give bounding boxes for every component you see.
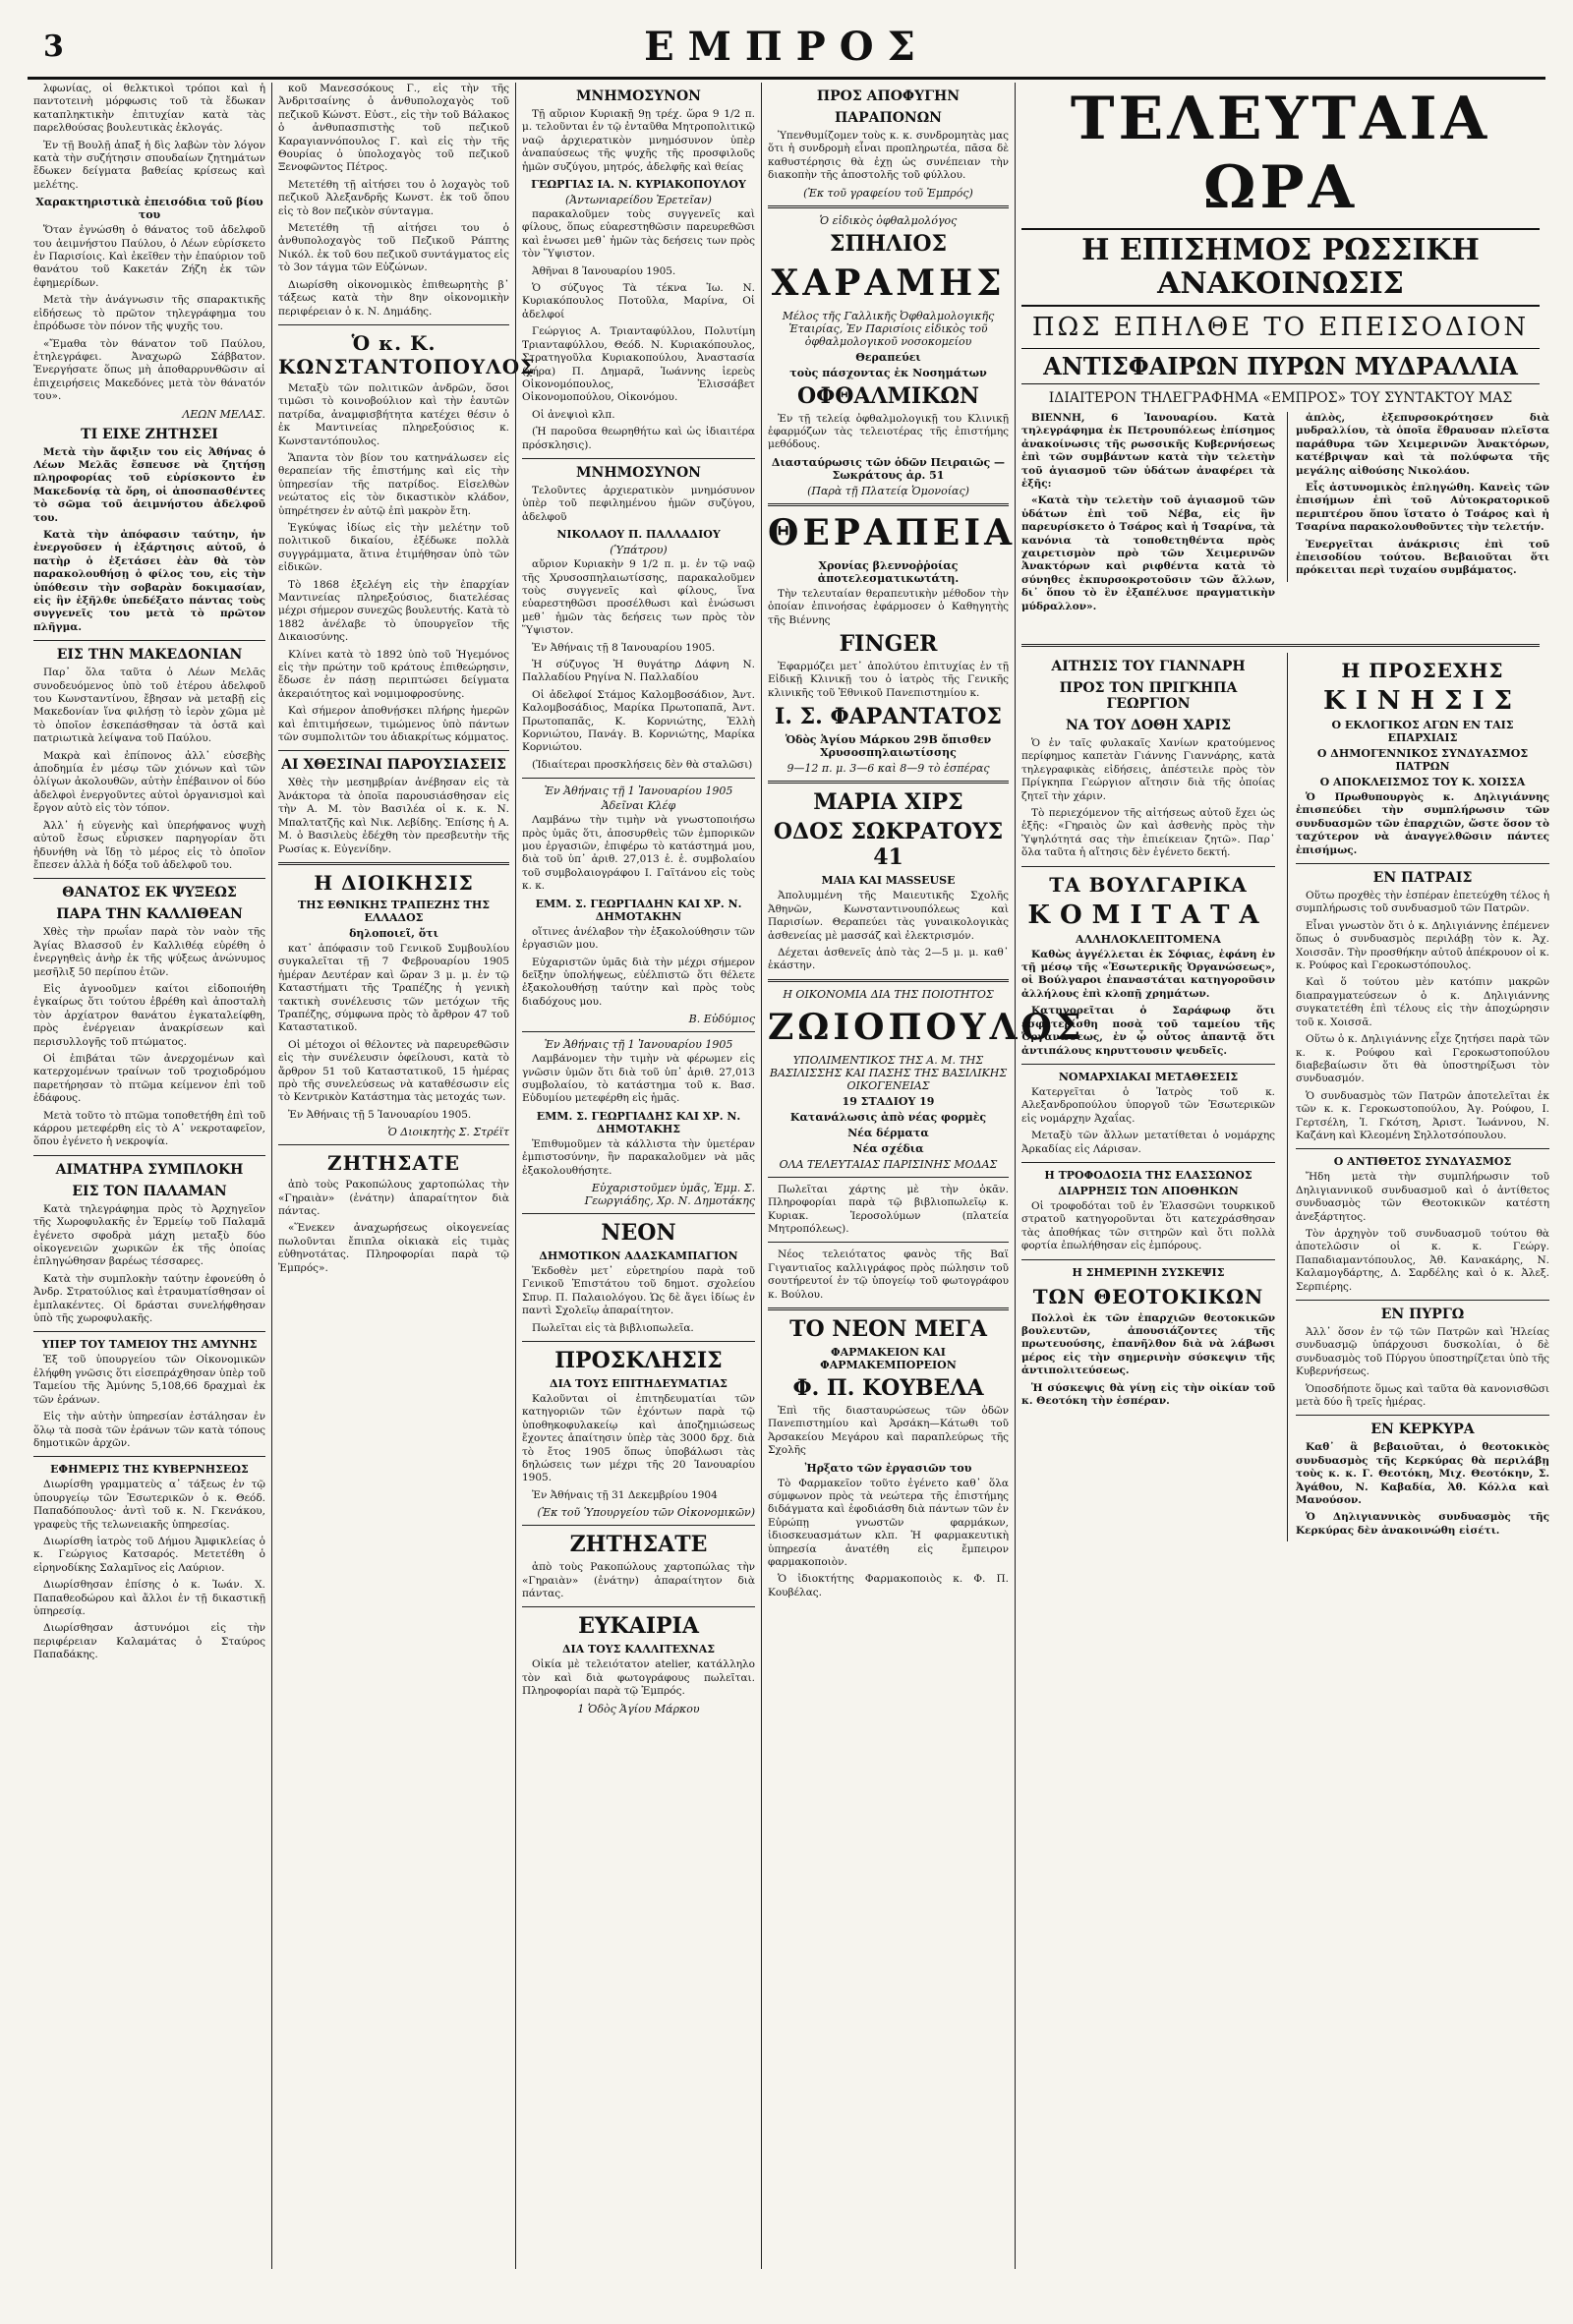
paragraph: Εἶναι γνωστὸν ὅτι ὁ κ. Δηλιγιάννης ἐπέμενεν ὅπως ὁ συνδυασμὸς περιλάβῃ τὸν κ. Ἀχ. Χοισσᾶν. Τὴν προσθήκην αὐτοῦ ἀπέκρουον οἱ κ. κ. Ρούφος καὶ Γεροκωστόπουλος. (1296, 919, 1549, 972)
section-title: ΑΙΤΗΣΙΣ ΤΟΥ ΓΙΑΝΝΑΡΗ (1051, 659, 1246, 674)
paragraph: κατ᾽ ἀπόφασιν τοῦ Γενικοῦ Συμβουλίου συγκαλεῖται τῇ 7 Φεβρουαρίου 1905 ἡμέραν Δευτέραν καὶ ὥραν 3 μ. μ. ἐν τῷ Καταστήματι τῆς Τραπέζης ἡ γενικὴ τακτικὴ συνέλευσις τῶν μετόχων τῆς Τραπέζης, σύμφωνα πρὸς τὸ ἄρθρον 47 τοῦ Καταστατικοῦ. (278, 942, 509, 1034)
columns (28, 83, 1549, 2269)
paragraph: Τὸ 1868 ἐξελέγη εἰς τὴν ἐπαρχίαν Μαντινείας πληρεξούσιος, διατελέσας μέχρι σήμερον συνεχῶς βουλευτής. Κατὰ τὸ 1882 ἀνέλαβε τὸ ὑπουργεῖον τῆς Δικαιοσύνης. (278, 578, 509, 644)
section-title: ΤΑ ΒΟΥΛΓΑΡΙΚΑ (1049, 872, 1248, 897)
paragraph: Οἱ ἀνεψιοὶ κλπ. (532, 408, 615, 421)
divider (522, 1606, 755, 1607)
signature: Β. Εὐδύμιος (688, 1013, 755, 1026)
section-title: ΑΙ ΧΘΕΣΙΝΑΙ ΠΑΡΟΥΣΙΑΣΕΙΣ (281, 757, 506, 774)
paragraph: Εἰς ἀγνοοῦμεν καίτοι εἰδοποιήθη ἐγκαίρως ὅτι τούτου ἐβρέθη καὶ ἀποσταλὴ τὸν ἀρχίατρον θανάτου ἐγκαταλείφθη, πρὸς ἐνέργειαν ἀνακρίσεων καὶ περισυλλογῆς τοῦ πτώματος. (33, 982, 265, 1048)
paragraph: Οἱ μέτοχοι οἱ θέλοντες νὰ παρευρεθῶσιν εἰς τὴν συνέλευσιν ὀφείλουσι, κατὰ τὸ ἄρθρον 51 τοῦ Καταστατικοῦ, 15 ἡμέρας πρὸ τῆς συνελεύσεως νὰ καταθέσωσιν εἰς τὸ Κεντρικὸν Κατάστημα τὰς μετοχάς των. (278, 1038, 509, 1104)
divider (768, 1177, 1009, 1178)
divider (33, 1155, 265, 1156)
paragraph: Τὸν ἀρχηγὸν τοῦ συνδυασμοῦ τούτου θὰ ἀποτελῶσιν οἱ κ. κ. Γεώργ. Παπαδιαμαντόπουλος, Ἀθ. Κανακάρης, Ν. Καλαμογδάρτης, Δ. Σαρδέλης καὶ ὁ κ. Ἀλεξ. Σερπιέρης. (1296, 1227, 1549, 1293)
paragraph: Ἀθῆναι 8 Ἰανουαρίου 1905. (532, 264, 676, 277)
paragraph: Ὁ ἰδιοκτήτης Φαρμακοποιὸς κ. Φ. Π. Κουβέλας. (768, 1573, 1009, 1598)
paragraph: Γεώργιος Α. Τριανταφύλλου, Πολυτίμη Τριανταφύλλου, Θεόδ. Ν. Κυριακόπουλος, Στρατηγοῦλα Κυριακοπούλου, Ἀναστασία (χήρα) Π. Δημαρᾶ, Ἰωάννης ἱερεὺς Οἰκονομόπουλος, Ἐλισσάβετ Οἰκονομοπούλου, Οἰκονόμου. (522, 325, 755, 404)
section-subtitle: ΔΙΑΡΡΗΞΙΣ ΤΩΝ ΑΠΟΘΗΚΩΝ (1058, 1184, 1239, 1197)
paragraph: Διωρίσθη οἰκονομικὸς ἐπιθεωρητὴς β᾽ τάξεως κατὰ τὴν 8ην οἰκονομικὴν περιφέρειαν ὁ κ. Ν. Δημάδης. (278, 278, 509, 318)
paragraph: Ἐν Ἀθήναις τῇ 5 Ἰανουαρίου 1905. (288, 1108, 472, 1121)
paragraph: Οἰκία μὲ τελειότατον atelier, κατάλληλο τὸν καὶ διὰ φωτογράφους πωλεῖται. Πληροφορίαι παρὰ τῷ Ἐμπρός. (522, 1658, 755, 1698)
paragraph: Ἀλλ᾽ ὅσον ἐν τῷ τῶν Πατρῶν καὶ Ἠλείας συνδυασμῷ ὑπάρχουσι δυσκολίαι, ὁ δὲ συνδυασμὸς τοῦ Πύργου ὑποστηρίζεται ὑπὸ τῆς Κυβερνήσεως. (1296, 1326, 1549, 1378)
ad-title: ΘΕΡΑΠΕΙΑ (768, 511, 1017, 553)
ad-title: ΖΗΤΗΣΑΤΕ (569, 1532, 708, 1558)
paragraph: Ὁ Δηλιγιαννικὸς συνδυασμὸς τῆς Κερκύρας δὲν ἀνακοινώθη εἰσέτι. (1296, 1511, 1549, 1537)
column-1 (28, 83, 271, 2269)
section-subtitle: ΤΩΝ ΘΕΟΤΟΚΙΚΩΝ (1032, 1284, 1264, 1308)
ad-line: τοὺς πάσχοντας ἐκ Νοσημάτων (789, 366, 987, 379)
firm-name: ΕΜΜ. Σ. ΓΕΩΡΓΙΑΔΗΣ ΚΑΙ ΧΡ. Ν. ΔΗΜΟΤΑΚΗΣ (536, 1109, 741, 1135)
section-title: ΚΙΝΗΣΙΣ (1322, 686, 1523, 716)
divider (522, 778, 755, 779)
paragraph: Μετὰ τὴν ἄφιξιν του εἰς Ἀθήνας ὁ Λέων Μελᾶς ἔσπευσε νὰ ζητήσῃ πληροφορίας τοῦ εὑρίσκοντο ἐν Μακεδονίᾳ τὰ ὄρη, οἱ ἀποσπασθέντες τὸ σῶμα τοῦ ἀειμνήστου ἀδελφοῦ του. (33, 445, 265, 524)
section-title: Η ΣΗΜΕΡΙΝΗ ΣΥΣΚΕΨΙΣ (1072, 1265, 1225, 1279)
divider (1296, 1300, 1549, 1301)
paragraph: Κατεργεῖται ὁ Ἰατρὸς τοῦ κ. Αλεξανδροπούλου ὑποργοῦ τῶν Ἐσωτερικῶν εἰς νομάρχην Ἀχαΐας. (1021, 1085, 1275, 1125)
ad-source: (Ἐκ τοῦ γραφείου τοῦ Ἐμπρός) (803, 186, 973, 200)
section-title: ΖΗΤΗΣΑΤΕ (326, 1151, 461, 1176)
paragraph: κοῦ Μανεσσόκους Γ., εἰς τὴν τῆς Ἀνδριτσαίνης ὁ ἀνθυπολοχαγὸς τοῦ πεζικοῦ Κώνστ. Εὐστ., εἰς τὴν τοῦ Βάλακος ὁ ἀνθυπασπιστὴς τοῦ πεζικοῦ Καραγιαννόπουλος Γ. καὶ εἰς τὴν τῆς Θουρίας ὁ ὑπολοχαγὸς τοῦ πεζικοῦ Ξενοφῶντος Πέτρος. (278, 83, 509, 174)
paragraph: Μεταξὺ τῶν πολιτικῶν ἀνδρῶν, ὅσοι τιμῶσι τὸ κοινοβούλιον καὶ τὴν ἑαυτῶν πατρίδα, ἀναμφισβήτητα κατέχει θέσιν ὁ ἐκ Μαντινείας πληρεξούσιος κ. Κωνσταντόπουλος. (278, 381, 509, 447)
section-title: ΥΠΕΡ ΤΟΥ ΤΑΜΕΙΟΥ ΤΗΣ ΑΜΥΝΗΣ (41, 1338, 258, 1352)
paragraph: Ἐφαρμόζει μετ᾽ ἀπολύτου ἐπιτυχίας ἐν τῇ Εἰδικῇ Κλινικῇ του ὁ ἰατρὸς τῆς Γενικῆς κλινικῆς τοῦ Ἐθνικοῦ Πανεπιστημίου κ. (768, 661, 1009, 699)
ad-specialty: ΟΦΘΑΛΜΙΚΩΝ (796, 382, 980, 409)
doctor-first-name: ΣΠΗΛΙΟΣ (829, 230, 948, 257)
divider (768, 1242, 1009, 1243)
paragraph: Παρ᾽ ὅλα ταῦτα ὁ Λέων Μελᾶς συνοδευόμενος ὑπὸ τοῦ ἑτέρου ἀδελφοῦ του Κωνσταντίνου, ἔβησαν νὰ μεταβῇ εἰς Μακεδονίαν ἵνα φιλήσῃ τὸ ἱερὸν χῶμα μὲ τὸ ὁποῖον ἐσκεπάσθησαν τὰ ὀστᾶ καὶ πατριωτικὰ λείψανα τοῦ Παύλου. (33, 667, 265, 745)
section-title: ΜΝΗΜΟΣΥΝΟΝ (576, 88, 701, 104)
paragraph: Ἡ σύζυγος Ἡ θυγάτηρ Δάφνη Ν. Παλλαδίου Ρηγίνα Ν. Παλλαδίου (522, 659, 755, 684)
paragraph: Καλοῦνται οἱ ἐπιτηδευματίαι τῶν κατηγοριῶν τῶν ἐχόντων παρὰ τῷ ὑποθηκοφυλακείῳ καὶ ἀποζημιώσεως ἔχοντες ἀπαίτησιν ὑπὲρ τὰς 3000 δρχ. διὰ τὸ ἔτος 1905 ὅπως ὑποβάλωσι τὰς δηλώσεις των μέχρι τῆς 20 Ἰανουαρίου 1905. (522, 1393, 755, 1484)
paragraph: «Ἔμαθα τὸν θάνατον τοῦ Παύλου, ἐτηλεγράφει. Ἀναχωρῶ Σάββατον. Ἐνεργήσατε ὅπως μὴ ἀποθαρρυνθῶσιν αἱ ἐπιχειρήσεις Μακεδόνες μετὰ τὸν θάνατόν του». (33, 337, 265, 403)
paragraph: «Ἕνεκεν ἀναχωρήσεως οἰκογενείας πωλοῦνται ἔπιπλα οἰκιακὰ εἰς τιμὰς εὐθηνοτάτας. Πληροφορίαι παρὰ τῷ Ἐμπρός». (278, 1222, 509, 1274)
notice-note: Ἀδεῖναι Κλέφ (601, 799, 676, 813)
paragraph: Διωρίσθη γραμματεὺς α᾽ τάξεως ἐν τῷ ὑπουργείῳ τῶν Ἐσωτερικῶν ὁ κ. Θεόδ. Παπαδόπουλος· ἀντὶ τοῦ κ. Ν. Γκενάκου, γραφεὺς τῆς τελωνειακῆς ὑπηρεσίας. (33, 1479, 265, 1531)
paragraph: Κατὰ τὴν συμπλοκὴν ταύτην ἐφονεύθη ὁ Ἀνδρ. Στρατούλιος καὶ ἐτραυματίσθησαν οἱ ἐμπλακέντες. Οἱ δράσται συνελήφθησαν ὑπὸ τῆς χωροφυλακῆς. (33, 1272, 265, 1325)
section-subtitle: ΤΗΣ ΕΘΝΙΚΗΣ ΤΡΑΠΕΖΗΣ ΤΗΣ ΕΛΛΑΔΟΣ (297, 898, 491, 924)
paragraph: Ὁ ἐν ταῖς φυλακαῖς Χανίων κρατούμενος περίφημος καπετὰν Γιάννης Γιαννάρης, κατὰ τηλεγραφικὰς εἰδήσεις, ἀπέστειλε πρὸς τὸν Πρίγκηπα Γεώργιον αἴτησιν διὰ τῆς ὁποίας ζητεῖ τὴν χάριν. (1021, 737, 1275, 802)
section-title: ΕΝ ΚΕΡΚΥΡΑ (1370, 1422, 1475, 1438)
section-subtitle: ΠΑΡΑ ΤΗΝ ΚΑΛΛΙΘΕΑΝ (56, 906, 243, 923)
divider (1021, 866, 1275, 867)
paragraph: Ἐγκύψας ἰδίως εἰς τὴν μελέτην τοῦ πολιτικοῦ δικαίου, ἐξέδωκε πολλὰ συγγράμματα, ἅτινα ἐτιμήθησαν ὑπὸ τῶν εἰδικῶν. (278, 521, 509, 574)
section-title: ΜΝΗΜΟΣΥΝΟΝ (576, 464, 701, 481)
paragraph: Οἱ τροφοδόται τοῦ ἐν Ἐλασσῶνι τουρκικοῦ στρατοῦ κατηγοροῦνται ὅτι κατεχράσθησαν τὰς ἀποθήκας τῶν σιτηρῶν καὶ ὅτι πολλὰ φορτία ἐπωλήθησαν εἰς ἐμπόρους. (1021, 1199, 1275, 1252)
paragraph: Ἡ σύσκεψις θὰ γίνῃ εἰς τὴν οἰκίαν τοῦ κ. Θεοτόκη τὴν ἑσπέραν. (1021, 1381, 1275, 1407)
divider (33, 1331, 265, 1332)
paragraph: Ἐκδοθὲν μετ᾽ εὐρετηρίου παρὰ τοῦ Γενικοῦ Ἐπιστάτου τοῦ δημοτ. σχολείου Σπυρ. Π. Παλαιολόγου. Ὡς δὲ ἄγει ἰδίως ἐν παντὶ Σχολεῖῳ ἀπαραίτητον. (522, 1264, 755, 1317)
ad-lead: Ὁ εἰδικὸς ὀφθαλμολόγος (819, 213, 958, 227)
column-4 (761, 83, 1085, 2269)
paragraph: Ἐπιθυμοῦμεν τὰ κάλλιστα τὴν ὑμετέραν ἐμπιστοσύνην, ἣν παρακαλοῦμεν νὰ μᾶς ἐξακολουθήσητε. (522, 1137, 755, 1177)
paragraph: Λαμβάνω τὴν τιμὴν νὰ γνωστοποιήσω πρὸς ὑμᾶς ὅτι, ἀποσυρθεὶς τῶν ἐμπορικῶν μου ἐργασιῶν, ἐπιφέρω τὸ κατάστημά μου, διὰ τοῦ ὑπ᾽ ἀριθ. 27,013 ἐ. ἐ. συμβολαίου τοῦ συμβολαιογράφου Ι. Γαϊτάνου εἰς τοὺς κ. κ. (522, 814, 755, 893)
section-title: ΚΟΜΙΤΑΤΑ (1027, 900, 1269, 930)
paragraph: Δέχεται ἀσθενεῖς ἀπὸ τὰς 2—5 μ. μ. καθ᾽ ἑκάστην. (768, 946, 1009, 972)
column-2 (271, 83, 536, 2269)
ad-title: ΜΑΡΙΑ ΧΙΡΣ (813, 789, 963, 816)
telegram-body (1021, 412, 1549, 638)
paragraph: Κατὰ τὴν ἀπόφασιν ταύτην, ἡν ἐνεργοῦσεν ἡ ἐξάρτησις αὐτοῦ, ὁ πατὴρ ὁ ἐξετάσει ἐὰν θὰ τὸν παρακολουθήσῃ ὁ φίλος του, εἰς τὴν ὑπόθεσιν τὴν σοβαρὰν δοκιμασίαν, εἰς ἣν ἐξῆλθε ὑπεδέξατο πάντας τοὺς συγγενεῖς του μετὰ τὸ πρῶτον πλῆγμα. (33, 528, 265, 633)
ad-address: Ὁδὸς Ἁγίου Μάρκου 29Β ὄπισθεν Χρυσοσπηλαιωτίσσης (785, 733, 992, 760)
divider (522, 1525, 755, 1526)
ad-hours: 9—12 π. μ. 3—6 καὶ 8—9 τὸ ἑσπέρας (786, 762, 990, 776)
paragraph: Χθὲς τὴν πρωΐαν παρὰ τὸν ναὸν τῆς Ἁγίας Βλασσοῦ ἐν Καλλιθέᾳ εὑρέθη ὁ ἐνεργηθεὶς ἀνὴρ ἐκ τῆς ψύξεως ἀνώνυμος μεσῆλιξ 50 περίπου ἐτῶν. (33, 926, 265, 978)
ad-title: ΖΩΙΟΠΟΥΛΟΣ (768, 1006, 1085, 1048)
divider (768, 1307, 1009, 1310)
paragraph: Πολλοὶ ἐκ τῶν ἐπαρχιῶν θεοτοκικῶν βουλευτῶν, ἀπουσιάζοντες τῆς πρωτευούσης, ἐπανῆλθον διὰ νὰ λάβωσι μέρος εἰς τὴν σημερινὴν σύσκεψιν τῆς ἀντιπολιτεύσεως. (1021, 1311, 1275, 1377)
divider (1021, 1162, 1275, 1163)
telegram-right (1287, 412, 1549, 582)
lower-left (1021, 653, 1275, 1412)
section-title: ΑΙΜΑΤΗΡΑ ΣΥΜΠΛΟΚΗ (55, 1161, 244, 1178)
section-title: ΕΝ ΠΥΡΓΩ (1380, 1307, 1465, 1322)
divider (278, 1144, 509, 1145)
ad-subtitle: ΔΗΜΟΤΙΚΟΝ ΑΔΑΣΚΑΜΠΑΓΙΟΝ (539, 1249, 738, 1262)
headline: ΤΕΛΕΥΤΑΙΑ ΩΡΑ (1070, 85, 1491, 222)
divider (522, 458, 755, 459)
divider (278, 750, 509, 751)
section-subtitle: ΑΛΛΗΛΟΚΛΕΠΤΟΜΕΝΑ (1076, 932, 1221, 946)
paragraph: Ὑπενθυμίζομεν τοὺς κ. κ. συνδρομητὰς μας ὅτι ἡ συνδρομὴ εἶναι προπληρωτέα, πᾶσα δὲ καθυστέρησις θὰ ἐχῃ ὡς συνέπειαν τὴν διακοπὴν τῆς ἀποστολῆς τοῦ φύλλου. (768, 130, 1009, 182)
paragraph: λφωνίας, οἱ θελκτικοὶ τρόποι καὶ ἡ παντοτεινὴ μόρφωσις τοῦ τὰ ἔδωκαν καταπληκτικὴν ἐπιτυχίαν κατὰ τὰς παρελθούσας βουλευτικὰς ἐκλογάς. (33, 83, 265, 135)
section-title: Η ΔΙΟΙΚΗΣΙΣ (314, 870, 474, 895)
paragraph: παρακαλοῦμεν τοὺς συγγενεῖς καὶ φίλους, ὅπως εὐαρεστηθῶσιν παρευρεθῶσι καὶ ἑνωσει μεθ᾽ ἡμῶν τὰς δεήσεις των πρὸς τὸν Ὕψιστον. (522, 208, 755, 261)
paragraph: Καὶ σήμερον ἀποθνῄσκει πλήρης ἡμερῶν καὶ ἐπιτιμήσεων, τιμώμενος ὑπὸ πάντων τῶν συμπολιτῶν του ἀδιακρίτως κόμματος. (278, 705, 509, 744)
paragraph: Μετετέθη τῇ αἰτήσει του ὁ ἀνθυπολοχαγὸς τοῦ Πεζικοῦ Ράπτης Νικόλ. ἐκ τοῦ 6ου πεζικοῦ συντάγματος εἰς τὸ 3ον τάγμα τῶν Εὐζώνων. (278, 222, 509, 274)
paragraph: Εἷς ἀστυνομικὸς ἐπληγώθη. Κανεὶς τῶν ἐπισήμων ἐπὶ τοῦ Αὐτοκρατορικοῦ περιπτέρου ὅπου ἵστατο ὁ Τσάρος καὶ ἡ Τσαρίνα παρακολουθοῦντες τὴν τελετήν. (1296, 482, 1549, 534)
masthead (28, 20, 1545, 80)
divider (1021, 1259, 1275, 1260)
signature: Εὐχαριστοῦμεν ὑμᾶς, Ἐμμ. Σ. Γεωργιάδης, Χρ. Ν. Δημοτάκης (584, 1181, 755, 1207)
section-subtitle: ΕΙΣ ΤΟΝ ΠΑΛΑΜΑΝ (72, 1183, 227, 1199)
paragraph: ΒΙΕΝΝΗ, 6 Ἰανουαρίου. Κατὰ τηλεγράφημα ἐκ Πετρουπόλεως ἐπίσημος ἀνακοίνωσις τῆς ρωσσικῆς Κυβερνήσεως ἐπὶ τῶν συμβάντων κατὰ τὴν τελετὴν τοῦ ἁγιασμοῦ τῶν ὑδάτων ἀναφέρει τὰ ἑξῆς: (1021, 412, 1275, 491)
paragraph: Κατὰ τηλεγράφημα πρὸς τὸ Ἀρχηγεῖον τῆς Χωροφυλακῆς ἐν Ἑρμείῳ τοῦ Παλαμᾶ ἐγένετο σφοδρὰ μάχη μεταξὺ δύο οἰκογενειῶν χωρικῶν ἐκ τῆς ὁποίας ἐπληγώθησαν βαρέως τέσσαρες. (33, 1202, 265, 1268)
section-title: ΕΙΣ ΤΗΝ ΜΑΚΕΔΟΝΙΑΝ (56, 647, 243, 664)
ad-title: ΝΕΟΝ (601, 1219, 676, 1246)
paragraph: Ἐν τῇ Βουλῇ ἀπαξ ἡ δὶς λαβὼν τὸν λόγον κατὰ τὴν συζήτησιν σπουδαίων ζητημάτων ἔδωκεν δείγματα βαθείας κρίσεως καὶ μελέτης. (33, 139, 265, 191)
section-title: ΤΙ ΕΙΧΕ ΖΗΤΗΣΕΙ (81, 426, 218, 442)
ad-address: 19 ΣΤΑΔΙΟΥ 19 (842, 1094, 935, 1108)
section-title: Ο ΑΝΤΙΘΕΤΟΣ ΣΥΝΔΥΑΣΜΟΣ (1333, 1155, 1512, 1169)
doctor-name: Ι. Σ. ΦΑΡΑΝΤΑΤΟΣ (775, 704, 1002, 730)
paragraph: Ἐνεργεῖται ἀνάκρισις ἐπὶ τοῦ ἐπεισοδίου τούτου. Βεβαιοῦται ὅτι πρόκειται περὶ τυχαίου συμβάματος. (1296, 538, 1549, 577)
headline-sub-3: ΑΝΤΙΣΦΑΙΡΩΝ ΠΥΡΩΝ ΜΥΔΡΑΛΛΙΑ (1021, 348, 1540, 384)
column-3 (515, 83, 761, 2269)
paragraph: Κατηγορεῖται ὁ Σαράφωφ ὅτι ἐσφετερίσθη ποσὰ τοῦ ταμείου τῆς Ὀργανώσεως, ἐν ᾧ οὗτος ἀπαντᾷ ὅτι ἀντιπάλους κηρυττουσιν ψευδεῖς. (1021, 1005, 1275, 1057)
paragraph: Μετὰ τοῦτο τὸ πτῶμα τοποθετήθη ἐπὶ τοῦ κάρρου μετεφέρθη εἰς τὸ Α᾽ νεκροταφεῖον, ὅπου ἐγένετο ἡ νεκροψία. (33, 1109, 265, 1148)
paragraph: Καθ᾽ ἃ βεβαιοῦται, ὁ θεοτοκικὸς συνδυασμὸς τῆς Κερκύρας θὰ περιλάβῃ τοὺς κ. κ. Γ. Θεοτόκη, Μιχ. Θεοτόκην, Σ. Ἀγάθου, Ν. Καβαδία, Ἀθ. Κόλλα καὶ Μανούσον. (1296, 1441, 1549, 1507)
ad-item: Κατανάλωσις ἀπὸ νέας φορμὲς (789, 1110, 987, 1124)
section-title: ΕΝ ΠΑΤΡΑΙΣ (1372, 870, 1473, 887)
paragraph: Ἀλλ᾽ ἡ εὐγενὴς καὶ ὑπερήφανος ψυχὴ αὐτοῦ ἔσως εὗρισκεν παρηγορίαν ὅτι ἠδυνήθη νὰ ἴδῃ τὸ μέρος εἰς τὸ ὁποῖον ἔπεσεν ἀλλὰ ἡ δόξα τοῦ ἀδελφοῦ του. (33, 819, 265, 871)
paragraph: ἀπλὸς, ἐξεπυρσοκρότησεν διὰ μυδραλλίου, τὰ ὁποῖα ἔθραυσαν πλεῖστα παράθυρα τῶν Χειμερινῶν Ἀνακτόρων, κατέβριψαν καὶ τὰ πολύφωτα τῆς μεγάλης αἰθούσης Νικολάου. (1296, 412, 1549, 477)
ad-title: ΠΡΟΣΚΛΗΣΙΣ (554, 1348, 723, 1373)
notice-date: Ἐν Ἀθήναις τῇ 1 Ἰανουαρίου 1905 (544, 784, 733, 798)
paragraph: Μακρὰ καὶ ἐπίπονος ἀλλ᾽ εὐσεβὴς ἀποδημία ἐν μέσῳ τῶν χιόνων καὶ τῶν ὀλίγων ἀκολουθῶν, αὐτὴν ἐπέβαινον οἱ δύο ἀδελφοὶ ἐνεργοῦντες αὐτοὶ ὀργανισμοὶ καὶ ἔργον αὐτὸ εἰς τὸν τόπον. (33, 749, 265, 815)
ad-tail: ΟΛΑ ΤΕΛΕΥΤΑΙΑΣ ΠΑΡΙΣΙΝΗΣ ΜΟΔΑΣ (779, 1157, 998, 1171)
ad-address: 1 Ὁδὸς Ἁγίου Μάρκου (577, 1702, 700, 1715)
newspaper-title: ΕΜΠΡΟΣ (644, 24, 929, 70)
paragraph: Ἤδη μετὰ τὴν συμπλήρωσιν τοῦ Δηλιγιαννικοῦ συνδυασμοῦ καὶ ὁ ἀντίθετος συνδυασμὸς τῶν Θεοτοκικῶν κατέστη ἀνεξάρτητος. (1296, 1171, 1549, 1223)
divider (522, 1341, 755, 1342)
ad-subtitle: ΠΑΡΑΠΟΝΩΝ (835, 110, 942, 126)
paragraph: «Κατὰ τὴν τελετὴν τοῦ ἁγιασμοῦ τῶν ὑδάτων ἐπὶ τοῦ Νέβα, εἰς ἣν παρευρίσκετο ὁ Τσάρος καὶ ἡ Τσαρίνα, τὰ κανόνια τὰ τοποθετηθέντα πρὸς χαιρετισμὸν πρὸ τῶν Χειμερινῶν Ἀνακτόρων καὶ ριφθέντα κατὰ τὸ σύνηθες ἐκπυρσοκροτοῦσιν τῶν ἄλλων, δι᾽ ὅπου τὸ ἓν ἐξαπέλυσε πραγματικὴν μύδραλλον». (1021, 494, 1275, 612)
divider (522, 1031, 755, 1032)
ad-address: Διασταύρωσις τῶν ὁδῶν Πειραιῶς — Σωκράτους ἀρ. 51 (771, 455, 1006, 482)
divider (768, 503, 1009, 506)
ad-subtitle: ΔΙΑ ΤΟΥΣ ΚΑΛΛΙΤΕΧΝΑΣ (561, 1643, 716, 1656)
paragraph: Ἐν Ἀθήναις τῇ 31 Δεκεμβρίου 1904 (532, 1488, 718, 1501)
deceased-name: ΓΕΩΡΓΙΑΣ ΙΑ. Ν. ΚΥΡΙΑΚΟΠΟΥΛΟΥ (531, 178, 746, 192)
paragraph: Μετὰ τὴν ἀνάγνωσιν τῆς σπαρακτικῆς εἰδήσεως τὸ πρῶτον τηλεγράφημα του ἐπρόδωσε τὸν πόνον τῆς ψυχῆς του. (33, 294, 265, 333)
paragraph: Πωλεῖται εἰς τὰ βιβλιοπωλεῖα. (532, 1321, 694, 1334)
telegram-left (1021, 412, 1275, 617)
headline-sub-2: ΠΩΣ ΕΠΗΛΘΕ ΤΟ ΕΠΕΙΣΟΔΙΟΝ (1031, 313, 1530, 342)
paragraph: Ὅταν ἐγνώσθη ὁ θάνατος τοῦ ἀδελφοῦ του ἀειμνήστου Παύλου, ὁ Λέων εὑρίσκετο ἐν Παρισίοις. Καὶ ἐκεῖθεν τὴν ἐπαύριον τοῦ θανάτου τοῦ Κακετάν Ζήζη ἐκ τῶν ἐφημερίδων. (33, 224, 265, 289)
paragraph: (Ἰδιαίτεραι προσκλήσεις δὲν θὰ σταλῶσι) (532, 758, 753, 771)
paragraph: Διωρίσθησαν ἀστυνόμοι εἰς τὴν περιφέρειαν Καλαμάτας ὁ Σταύρος Παπαδάκης. (33, 1622, 265, 1661)
ad-subtitle: ΜΑΙΑ ΚΑΙ MASSEUSE (821, 874, 956, 888)
ad-address: ΟΔΟΣ ΣΩΚΡΑΤΟΥΣ 41 (773, 819, 1004, 871)
section-title: Ὁ κ. Κ. ΚΩΝΣΤΑΝΤΟΠΟΥΛΟΣ (278, 330, 536, 378)
divider (1296, 863, 1549, 864)
paragraph: Λαμβάνομεν τὴν τιμὴν νὰ φέρωμεν εἰς γνῶσιν ὑμῶν ὅτι διὰ τοῦ ὑπ᾽ ἀριθ. 27,013 συμβολαίου, τὸ κατάστημα τοῦ κ. Βασ. Εὐδυμίου μετεφέρθη εἰς ἡμᾶς. (522, 1053, 755, 1105)
column-5-6 (1015, 83, 1549, 2269)
ad-subtitle: ΦΑΡΜΑΚΕΙΟΝ ΚΑΙ ΦΑΡΜΑΚΕΜΠΟΡΕΙΟΝ (820, 1345, 957, 1371)
headline-sub-4: ΙΔΙΑΙΤΕΡΟΝ ΤΗΛΕΓΡΑΦΗΜΑ «ΕΜΠΡΟΣ» ΤΟΥ ΣΥΝΤΑΚΤΟΥ ΜΑΣ (1048, 390, 1513, 406)
ad-lead: Η ΟΙΚΟΝΟΜΙΑ ΔΙΑ ΤΗΣ ΠΟΙΟΤΗΤΟΣ (783, 987, 994, 1001)
paragraph: Μεταξὺ τῶν ἄλλων μετατίθεται ὁ νομάρχης Ἀρκαδίας εἰς Λάρισαν. (1021, 1130, 1275, 1155)
ad-line: Ἠρξατο τῶν ἐργασιῶν του (804, 1461, 972, 1475)
page-number: 3 (43, 29, 64, 64)
section-title: Η ΠΡΟΣΕΧΗΣ (1341, 659, 1504, 682)
paragraph: Τὸ Φαρμακεῖον τοῦτο ἐγένετο καθ᾽ ὅλα σύμφωνον πρὸς τὰ νεώτερα τῆς ἐπιστήμης διδάγματα καὶ ἐφοδιάσθη διὰ πάντων τῶν ἐν Εὐρώπῃ γνωστῶν φαρμάκων, ἰδιοσκευασμάτων κλπ. Ἡ φαρμακευτικὴ ὑπηρεσία ἀνατέθη εἰς ἔμπειρον φαρμακοποιὸν. (768, 1477, 1009, 1569)
paragraph: Ὁ συνδυασμὸς τῶν Πατρῶν ἀποτελεῖται ἐκ τῶν κ. κ. Γεροκωστοπούλου, Ἀγ. Ρούφου, Ι. Γερτσέλη, Ἰ. Γκότση, Ἀριστ. Ἰωάννου, Ν. Καζάνη καὶ Κλεομένη Σηλλοτσόπουλου. (1296, 1089, 1549, 1141)
paragraph: Διωρίσθησαν ἐπίσης ὁ κ. Ἰωάν. Χ. Παπαθεοδώρου καὶ ἄλλοι ἐν τῇ δικαστικῇ ὑπηρεσίᾳ. (33, 1579, 265, 1617)
divider (278, 862, 509, 865)
ad-subtitle: ΥΠΟΛΙΜΕΝΤΙΚΟΣ ΤΗΣ Α. Μ. ΤΗΣ ΒΑΣΙΛΙΣΣΗΣ ΚΑΙ ΠΑΣΗΣ ΤΗΣ ΒΑΣΙΛΙΚΗΣ ΟΙΚΟΓΕΝΕΙΑΣ (769, 1053, 1008, 1092)
paragraph: αὔριον Κυριακὴν 9 1/2 π. μ. ἐν τῷ ναῷ τῆς Χρυσοσπηλαιωτίσσης, παρακαλοῦμεν τοὺς συγγενεῖς καὶ φίλους, ἵνα εὐαρεστηθῶσι προσέλθωσι καὶ ἑνώσωσι μεθ᾽ ἡμῶν τὰς δεήσεις των πρὸς τὸν Ὕψιστον. (522, 558, 755, 637)
paragraph: Κλίνει κατὰ τὸ 1892 ὑπὸ τοῦ Ἡγεμόνος εἰς τὴν πρώτην τοῦ κράτους ἐπιθεώρησιν, ἔδωσε ἐν πάσῃ περιπτώσει δείγματα ἀκεραιότητος καὶ νομιμοφροσύνης. (278, 648, 509, 700)
section-subtitle: ΠΡΟΣ ΤΟΝ ΠΡΙΓΚΗΠΑ ΓΕΩΡΓΙΟΝ (1059, 680, 1238, 712)
section-title: Χαρακτηριστικὰ ἐπεισόδια τοῦ βίου του (35, 196, 263, 222)
section-subtitle: Ο ΑΠΟΚΛΕΙΣΜΟΣ ΤΟΥ Κ. ΧΟΙΣΣΑ (1319, 776, 1526, 788)
paragraph: Ὁ Πρωθυπουργὸς κ. Δηλιγιάννης ἐπισπεύδει τὴν συμπλήρωσιν τῶν συνδυασμῶν τῶν ἐπαρχιῶν, ὥστε ὅσον τὸ ταχύτερον νὰ ἀναγγελθῶσιν πάντες ἐπισήμως. (1296, 791, 1549, 856)
paragraph: οἵτινες ἀνέλαβον τὴν ἐξακολούθησιν τῶν ἐργασιῶν μου. (522, 925, 755, 952)
section-title: ΘΑΝΑΤΟΣ ΕΚ ΨΥΞΕΩΣ (62, 885, 237, 901)
signature: (Ἐκ τοῦ Ὑπουργείου τῶν Οἰκονομικῶν) (537, 1506, 755, 1520)
divider (33, 878, 265, 879)
divider (1021, 1064, 1275, 1065)
firm-name: ΕΜΜ. Σ. ΓΕΩΡΓΙΑΔΗΝ ΚΑΙ ΧΡ. Ν. ΔΗΜΟΤΑΚΗΝ (535, 897, 742, 923)
divider (522, 1213, 755, 1214)
divider (278, 324, 509, 325)
paragraph: Ἐπὶ τῆς διασταυρώσεως τῶν ὁδῶν Πανεπιστημίου καὶ Ἀρσάκη—Κάτωθι τοῦ Ἀρσακείου Μεγάρου καὶ παραπλεύρως τῆς Σχολῆς (768, 1404, 1009, 1457)
lead: δηλοποιεῖ, ὅτι (349, 926, 438, 940)
ad-subtitle: Χρονίας βλεννοῤῥοίας ἀποτελεσματικωτάτη. (817, 558, 960, 585)
notice-date: Ἐν Ἀθήναις τῇ 1 Ἰανουαρίου 1905 (544, 1038, 733, 1052)
paragraph: Οἱ ἀδελφοί Στάμος Καλομβοσάδιον, Ἀντ. Καλομβοσάδιος, Μαρίκα Πρωτοπαπᾶ, Ἀντ. Πρωτοπαπᾶς, Κ. Κορνιώτης, Ἑλλὴ Κορνιώτου, Πανάγ. Β. Κορνιώτης, Μαρίκα Κορνιώτου. (522, 688, 755, 754)
divider (1296, 1415, 1549, 1416)
paragraph: Ἀπολυμμένη τῆς Μαιευτικῆς Σχολῆς Ἀθηνῶν, Κωνσταντινουπόλεως καὶ Παρισίων. Θεραπεύει τὰς γυναικολογικὰς ἀσθενείας μὲ μασσάζ καὶ ἐλεκτρισμόν. (768, 890, 1009, 942)
section-subtitle: ΝΑ ΤΟΥ ΔΟΘΗ ΧΑΡΙΣ (1065, 718, 1232, 733)
paragraph: ἀπὸ τοὺς Ρακοπώλους χαρτοπώλας τὴν «Γηραιὰν» (ἐνάτην) ἀπαραίτητον διὰ πάντας. (522, 1561, 755, 1600)
divider (768, 781, 1009, 784)
signature: Ὁ Διοικητὴς Σ. Στρέϊτ (387, 1126, 509, 1139)
paragraph: Ὁποσδήποτε ὅμως καὶ ταῦτα θὰ κανονισθῶσι μετὰ δύο ἢ τρεῖς ἡμέρας. (1296, 1382, 1549, 1409)
divider (768, 979, 1009, 982)
paragraph: Οὕτω προχθὲς τὴν ἑσπέραν ἐπετεύχθη τέλος ἡ συμπλήρωσις τοῦ συνδυασμοῦ τῶν Πατρῶν. (1296, 890, 1549, 915)
divider (33, 1456, 265, 1457)
paragraph: Οἱ ἐπιβάται τῶν ἀνερχομένων καὶ κατερχομένων τραίνων τοῦ τροχιοδρόμου παρετήρησαν τὸ πτῶμα κείμενον ἐπὶ τοῦ ἐδάφους. (33, 1052, 265, 1105)
paragraph: Ἐν Ἀθήναις τῇ 8 Ἰανουαρίου 1905. (532, 641, 716, 654)
paragraph: Εὐχαριστῶν ὑμᾶς διὰ τὴν μέχρι σήμερον δεῖξην ὑπολήψεως, εὐέλπιστῶ ὅτι θέλετε ἐξακολουθήσῃ ταύτην καὶ πρὸς τοὺς διαδόχους μου. (522, 956, 755, 1008)
divider (768, 205, 1009, 208)
paragraph: Μετετέθη τῇ αἰτήσει του ὁ λοχαγὸς τοῦ πεζικοῦ Ἀλεξανδρῆς Κωνστ. ἐκ τοῦ ὅπου εἰς τὸ 8ον πεζικὸν σύνταγμα. (278, 178, 509, 217)
ad-item: Νέα σχέδια (852, 1141, 924, 1155)
paragraph: Διωρίσθη ἰατρὸς τοῦ Δήμου Ἀμφικλείας ὁ κ. Γεώργιος Κατσαρός. Μετετέθη ὁ εἰρηνοδίκης Σαλαμῖνος εἰς Λαύριον. (33, 1535, 265, 1574)
deceased-name: ΝΙΚΟΛΑΟΥ Π. ΠΑΛΛΑΔΙΟΥ (556, 528, 721, 542)
ad-title: ΕΥΚΑΙΡΙΑ (578, 1613, 699, 1640)
paragraph: Νέος τελειότατος φανὸς τῆς Βαϊ Γιγαντιαῖος καλλιγράφος πρὸς πώλησιν τοῦ σουτήρευτοί ἐν τῷ ὑπογείῳ τοῦ φωτογράφου κ. Βούλου. (768, 1249, 1009, 1301)
ad-line: Θεραπεύει (855, 350, 921, 364)
paragraph: Ἐξ τοῦ ὑπουργείου τῶν Οἰκονομικῶν ἐλήφθη γνῶσις ὅτι εἰσεπράχθησαν ὑπὲρ τοῦ Ταμείου τῆς Ἀμύνης 5,108,66 δραχμαὶ ἐκ τῶν ἐράνων. (33, 1354, 265, 1406)
divider (1021, 644, 1540, 647)
signature: ΛΕΩΝ ΜΕΛΑΣ. (182, 407, 265, 421)
paragraph: Ἐν τῇ τελείᾳ ὀφθαλμολογικῇ του Κλινικῇ ἐφαρμόζων τὰς τελειοτέρας τῆς ἐπιστήμης μεθόδους. (768, 412, 1009, 451)
headline-sub-1: Η ΕΠΙΣΗΜΟΣ ΡΩΣΣΙΚΗ ΑΝΑΚΟΙΝΩΣΙΣ (1021, 228, 1540, 307)
section-title: Η ΤΡΟΦΟΔΟΣΙΑ ΤΗΣ ΕΛΑΣΣΩΝΟΣ (1044, 1168, 1253, 1182)
ad-item: Νέα δέρματα (847, 1126, 929, 1139)
paragraph: ἀπὸ τοὺς Ρακοπώλους χαρτοπώλας τὴν «Γηραιὰν» (ἐνάτην) ἀπαραίτητον διὰ πάντας. (278, 1179, 509, 1217)
ad-subtitle: ΔΙΑ ΤΟΥΣ ΕΠΙΤΗΔΕΥΜΑΤΙΑΣ (550, 1377, 728, 1390)
paragraph: Ὁ σύζυγος Τὰ τέκνα Ἰω. Ν. Κυριακόπουλος Ποτοῦλα, Μαρίνα, Οἱ ἀδελφοί (522, 282, 755, 320)
section-title: ΝΟΜΑΡΧΙΑΚΑΙ ΜΕΤΑΘΕΣΕΙΣ (1058, 1070, 1239, 1083)
section-subtitle: Ο ΔΗΜΟΓΕΝΝΙΚΟΣ ΣΥΝΔΥΑΣΜΟΣ ΠΑΤΡΩΝ (1316, 747, 1529, 773)
ad-title: ΤΟ ΝΕΟΝ ΜΕΓΑ (789, 1315, 987, 1342)
paragraph: Τὴν τελευταίαν θεραπευτικὴν μέθοδον τὴν ὁποίαν ἐπινοήσας ἐφάρμοσεν ὁ Καθηγητὴς τῆς Βιέννης (768, 587, 1009, 626)
lower-right (1287, 653, 1549, 1541)
paragraph: Τελοῦντες ἀρχιερατικὸν μνημόσυνον ὑπὲρ τοῦ πεφιλημένου ἡμῶν συζύγου, ἀδελφοῦ (522, 484, 755, 523)
paragraph: Πωλεῖται χάρτης μὲ τὴν ὀκᾶν. Πληροφορίαι παρὰ τῷ βιβλιοπωλεῖῳ κ. Κυριακ. Ἱεροσολύμων (πλατεία Μητροπόλεως). (768, 1183, 1009, 1235)
paragraph: Ἅπαντα τὸν βίον του κατηνάλωσεν εἰς θεραπείαν τῆς ἐπιστήμης καὶ εἰς τὴν ὑπηρεσίαν τῆς πατρίδος. Εἰσελθὼν νεώτατος εἰς τὸν δικαστικὸν κλάδον, ὑπηρέτησεν ἐν αὐτῷ ἐπὶ μακρὸν ἔτη. (278, 451, 509, 517)
pharmacist-name: Φ. Π. ΚΟΥΒΕΛΑ (792, 1374, 984, 1401)
professor-name: FINGER (839, 631, 938, 658)
paragraph: Οὕτω ὁ κ. Δηλιγιάννης εἶχε ζητήσει παρὰ τῶν κ. κ. Ρούφου καὶ Γεροκωστοπούλου διαβεβαίωσιν ὅτι θὰ ὑποστηρίξωσι τὸν συνδυασμόν. (1296, 1033, 1549, 1085)
deceased-note: (Ἀντωνιαρείδου Ἐρετεῖαν) (565, 194, 712, 207)
ad-title: ΠΡΟΣ ΑΠΟΦΥΓΗΝ (816, 88, 961, 104)
lower-body (1021, 653, 1549, 2324)
paragraph: Τὸ περιεχόμενον τῆς αἰτήσεως αὐτοῦ ἔχει ὡς ἑξῆς: «Γηραιὸς ὢν καὶ ἀσθενὴς πρὸς τὴν Ὑψηλότητά σας τὴν ἐπιείκειαν ζητῶ». Παρ᾽ ὅλα ταῦτα ἡ αἴτησις δὲν ἐγένετο δεκτή. (1021, 807, 1275, 859)
section-title: ΕΦΗΜΕΡΙΣ ΤΗΣ ΚΥΒΕΡΝΗΣΕΩΣ (50, 1463, 249, 1477)
ad-note: (Παρὰ τῇ Πλατείᾳ Ὁμονοίας) (807, 484, 969, 497)
paragraph: Χθὲς τὴν μεσημβρίαν ἀνέβησαν εἰς τὰ Ἀνάκτορα τὰ ὁποῖα παρουσιάσθησαν εἰς τὴν Α. Μ. τὸν Βασιλέα οἱ κ. κ. Ν. Μπαλτατζῆς καὶ Νικ. Λεβίδης. Ἐπίσης ἡ Α. Μ. ὁ Βασιλεὺς ἐδέχθη τὸν πρεσβευτὴν τῆς Ρωσίας κ. Εὐγενίδην. (278, 777, 509, 855)
section-subtitle: Ο ΕΚΛΟΓΙΚΟΣ ΑΓΩΝ ΕΝ ΤΑΙΣ ΕΠΑΡΧΙΑΙΣ (1331, 719, 1514, 744)
paragraph: Εἰς τὴν αὐτὴν ὑπηρεσίαν ἐστάλησαν ἐν ὅλῳ τὰ ποσὰ τῶν ἐράνων τῶν κατὰ τόπους δημοτικῶν ἀρχῶν. (33, 1411, 265, 1449)
doctor-last-name: ΧΑΡΑΜΗΣ (771, 261, 1006, 304)
divider (1296, 1148, 1549, 1149)
paragraph: Καὶ ὅ τούτου μὲν κατόπιν μακρῶν διαπραγματεύσεων ὁ κ. Δηλιγιάννης συγκατετέθη ἐπὶ τέλους εἰς τὴν ἀποχώρησιν τοῦ κ. Χοισσᾶ. (1296, 976, 1549, 1028)
paragraph: Καθὼς ἀγγέλλεται ἐκ Σόφιας, ἐφάνη ἐν τῇ μέσῳ τῆς «Ἐσωτερικῆς Ὀργανώσεως», οἱ Βούλγαροι ἐπαναστάται κατηγοροῦσιν ἀλλήλους ἐπὶ κλοπῇ χρημάτων. (1021, 948, 1275, 1000)
paragraph: Τῇ αὔριον Κυριακῇ 9ῃ τρέχ. ὥρα 9 1/2 π. μ. τελοῦνται ἐν τῷ ἐνταῦθα Μητροπολιτικῷ ναῷ ἀρχιερατικὸν μνημόσυνον ὑπὲρ ἀναπαύσεως τῆς ψυχῆς τῆς προσφιλοῦς ἡμῶν συζύγου, μητρός, ἀδελφῆς καὶ θείας (522, 108, 755, 173)
doctor-credentials: Μέλος τῆς Γαλλικῆς Ὀφθαλμολογικῆς Ἑταιρίας, Ἐν Παρισίοις εἰδικὸς τοῦ ὀφθαλμολογικοῦ νοσοκομείου (782, 309, 995, 348)
paragraph: (Ἡ παροῦσα θεωρηθήτω καὶ ὡς ἰδιαιτέρα πρόσκλησις). (522, 426, 755, 451)
deceased-note: (Ὑπάτρου) (610, 544, 668, 557)
divider (33, 640, 265, 641)
